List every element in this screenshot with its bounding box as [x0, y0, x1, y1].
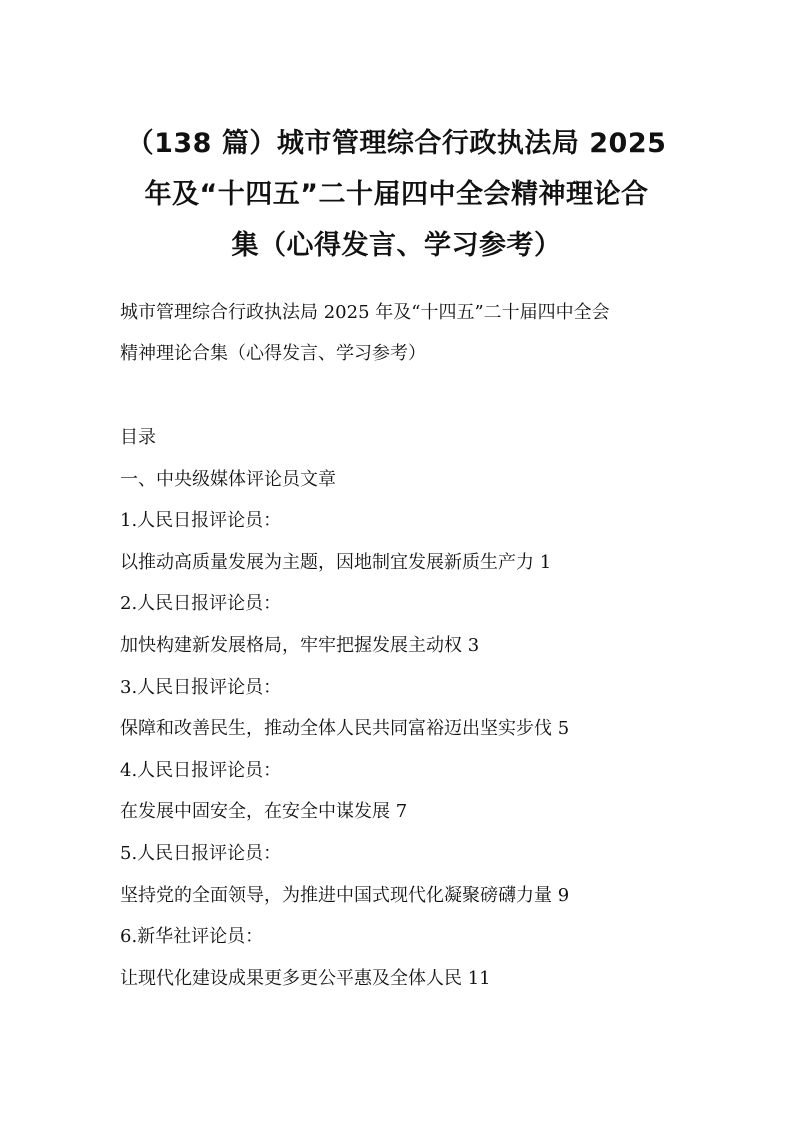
toc-entry-author[interactable]: 2.人民日报评论员： — [120, 593, 282, 615]
toc-entry-author[interactable]: 3.人民日报评论员： — [120, 676, 282, 698]
toc-entry-author[interactable]: 1.人民日报评论员： — [120, 510, 282, 532]
toc-section-heading: 一、中央级媒体评论员文章 — [120, 468, 336, 490]
document-subtitle — [120, 292, 680, 374]
toc-entry-title[interactable]: 保障和改善民生，推动全体人民共同富裕迈出坚实步伐 5 — [120, 718, 570, 740]
title-line-1: （138 篇）城市管理综合行政执法局 2025 — [126, 128, 667, 159]
toc-entry-title[interactable]: 加快构建新发展格局，牢牢把握发展主动权 3 — [120, 634, 480, 656]
toc-heading: 目录 — [120, 427, 156, 448]
toc-entry-title[interactable]: 在发展中固安全，在安全中谋发展 7 — [120, 801, 408, 823]
table-of-contents — [120, 417, 680, 999]
toc-entry-title[interactable]: 坚持党的全面领导，为推进中国式现代化凝聚磅礴力量 9 — [120, 884, 570, 906]
subtitle-line-2: 精神理论合集（心得发言、学习参考） — [120, 343, 426, 364]
toc-entry-author[interactable]: 4.人民日报评论员： — [120, 759, 282, 781]
title-line-3: 集（心得发言、学习参考） — [231, 230, 562, 261]
toc-entry-title[interactable]: 让现代化建设成果更多更公平惠及全体人民 11 — [120, 967, 491, 989]
toc-entry-author[interactable]: 5.人民日报评论员： — [120, 842, 282, 864]
subtitle-line-1: 城市管理综合行政执法局 2025 年及“十四五”二十届四中全会 — [120, 302, 610, 323]
title-line-2: 年及“十四五”二十届四中全会精神理论合 — [144, 179, 649, 210]
toc-entry-author[interactable]: 6.新华社评论员： — [120, 926, 264, 948]
document-title — [100, 118, 693, 271]
toc-entry-title[interactable]: 以推动高质量发展为主题，因地制宜发展新质生产力 1 — [120, 551, 552, 573]
